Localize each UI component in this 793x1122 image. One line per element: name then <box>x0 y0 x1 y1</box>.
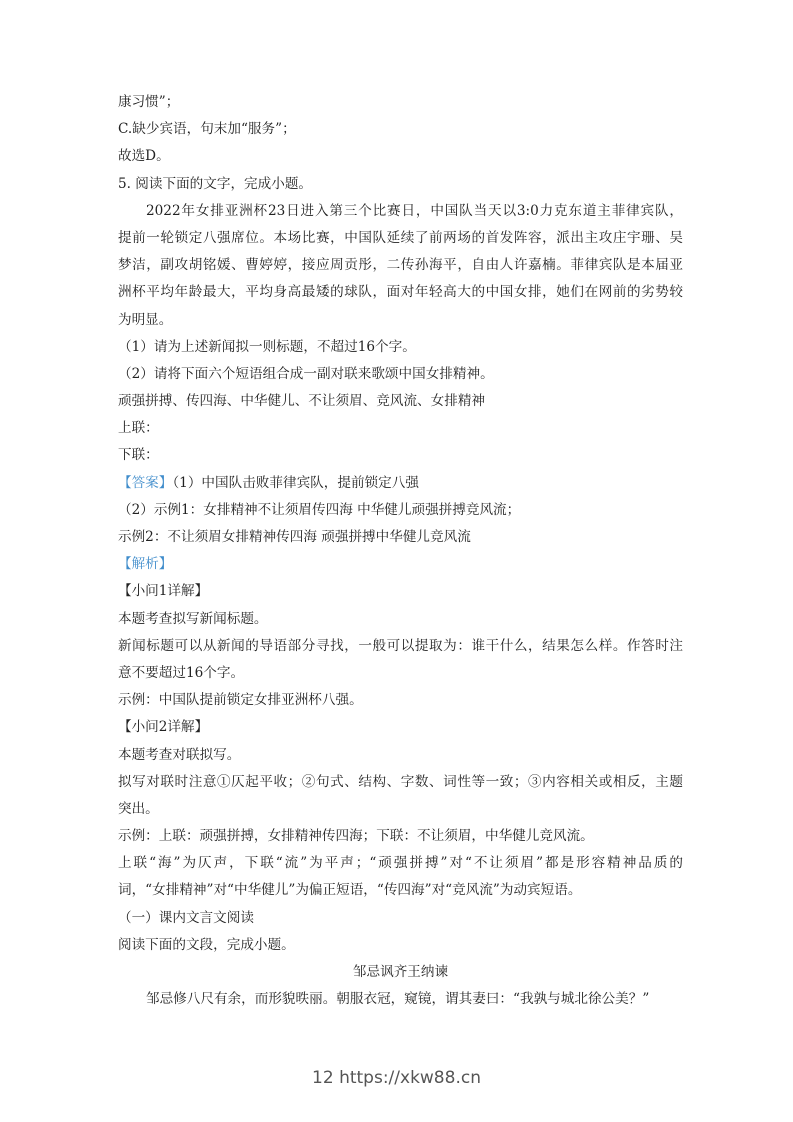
text-line: 上联“海”为仄声，下联“流”为平声；“顽强拼搏”对“不让须眉”都是形容精神品质的 <box>118 855 683 872</box>
text-line: 本题考查对联拟写。 <box>118 746 241 763</box>
text-line: 阅读下面的文段，完成小题。 <box>118 936 295 953</box>
document-body <box>118 89 683 1013</box>
page-footer: 12 https://xkw88.cn <box>312 1068 481 1088</box>
answer-line: 示例2：不让须眉女排精神传四海 顽强拼搏中华健儿竞风流 <box>118 529 471 545</box>
sub-question: （1）请为上述新闻拟一则标题，不超过16个字。 <box>118 338 416 355</box>
text-line: 康习惯”； <box>118 94 180 110</box>
passage-line: 梦洁，副攻胡铭媛、曹婷婷，接应周贡彤，二传孙海平，自由人许嘉楠。菲律宾队是本届亚 <box>118 257 683 274</box>
passage-line: 邹忌修八尺有余，而形貌昳丽。朝服衣冠，窥镜，谓其妻曰：“我孰与城北徐公美？” <box>146 991 650 1008</box>
text-line: 故选D。 <box>118 148 170 165</box>
text-line: 拟写对联时注意①仄起平收；②句式、结构、字数、词性等一致；③内容相关或相反，主题 <box>118 773 683 790</box>
text-line: 本题考查拟写新闻标题。 <box>118 610 268 627</box>
sub-question: （2）请将下面六个短语组合成一副对联来歌颂中国女排精神。 <box>118 365 494 382</box>
answer-text: （1）中国队击败菲律宾队，提前锁定八强 <box>172 474 419 491</box>
answer-line <box>118 470 683 497</box>
passage-title: 邹忌讽齐王纳谏 <box>352 964 449 980</box>
passage-line: 为明显。 <box>118 311 173 328</box>
upper-couplet-label: 上联： <box>118 420 159 437</box>
passage-line: 2022年女排亚洲杯23日进入第三个比赛日，中国队当天以3:0力克东道主菲律宾队， <box>146 202 683 219</box>
phrase-list: 顽强拼搏、传四海、中华健儿、不让须眉、竞风流、女排精神 <box>118 393 486 410</box>
analysis-tag: 【解析】 <box>118 556 173 573</box>
passage-line: 洲杯平均年龄最大，平均身高最矮的球队，面对年轻高大的中国女排，她们在网前的劣势较 <box>118 284 683 301</box>
question-heading: 5. 阅读下面的文字，完成小题。 <box>118 175 313 192</box>
sub-heading: 【小问2详解】 <box>118 719 209 736</box>
section-heading: （一）课内文言文阅读 <box>118 909 254 926</box>
text-line: 示例：上联：顽强拼搏，女排精神传四海；下联：不让须眉，中华健儿竞风流。 <box>118 828 594 845</box>
text-line: 词，“女排精神”对“中华健儿”为偏正短语，“传四海”对“竞风流”为动宾短语。 <box>118 882 582 899</box>
answer-tag: 【答案】 <box>118 474 173 491</box>
lower-couplet-label: 下联： <box>118 447 159 464</box>
sub-heading: 【小问1详解】 <box>118 583 209 600</box>
text-line: 示例：中国队提前锁定女排亚洲杯八强。 <box>118 692 363 709</box>
text-line: 突出。 <box>118 800 159 817</box>
text-line: 意不要超过16个字。 <box>118 664 245 681</box>
answer-line: （2）示例1：女排精神不让须眉传四海 中华健儿顽强拼搏竞风流； <box>118 501 521 518</box>
text-line: 新闻标题可以从新闻的导语部分寻找，一般可以提取为：谁干什么，结果怎么样。作答时注 <box>118 637 683 654</box>
text-line: C.缺少宾语，句末加“服务”； <box>118 121 296 138</box>
passage-line: 提前一轮锁定八强席位。本场比赛，中国队延续了前两场的首发阵容，派出主攻庄宇珊、吴 <box>118 229 683 246</box>
